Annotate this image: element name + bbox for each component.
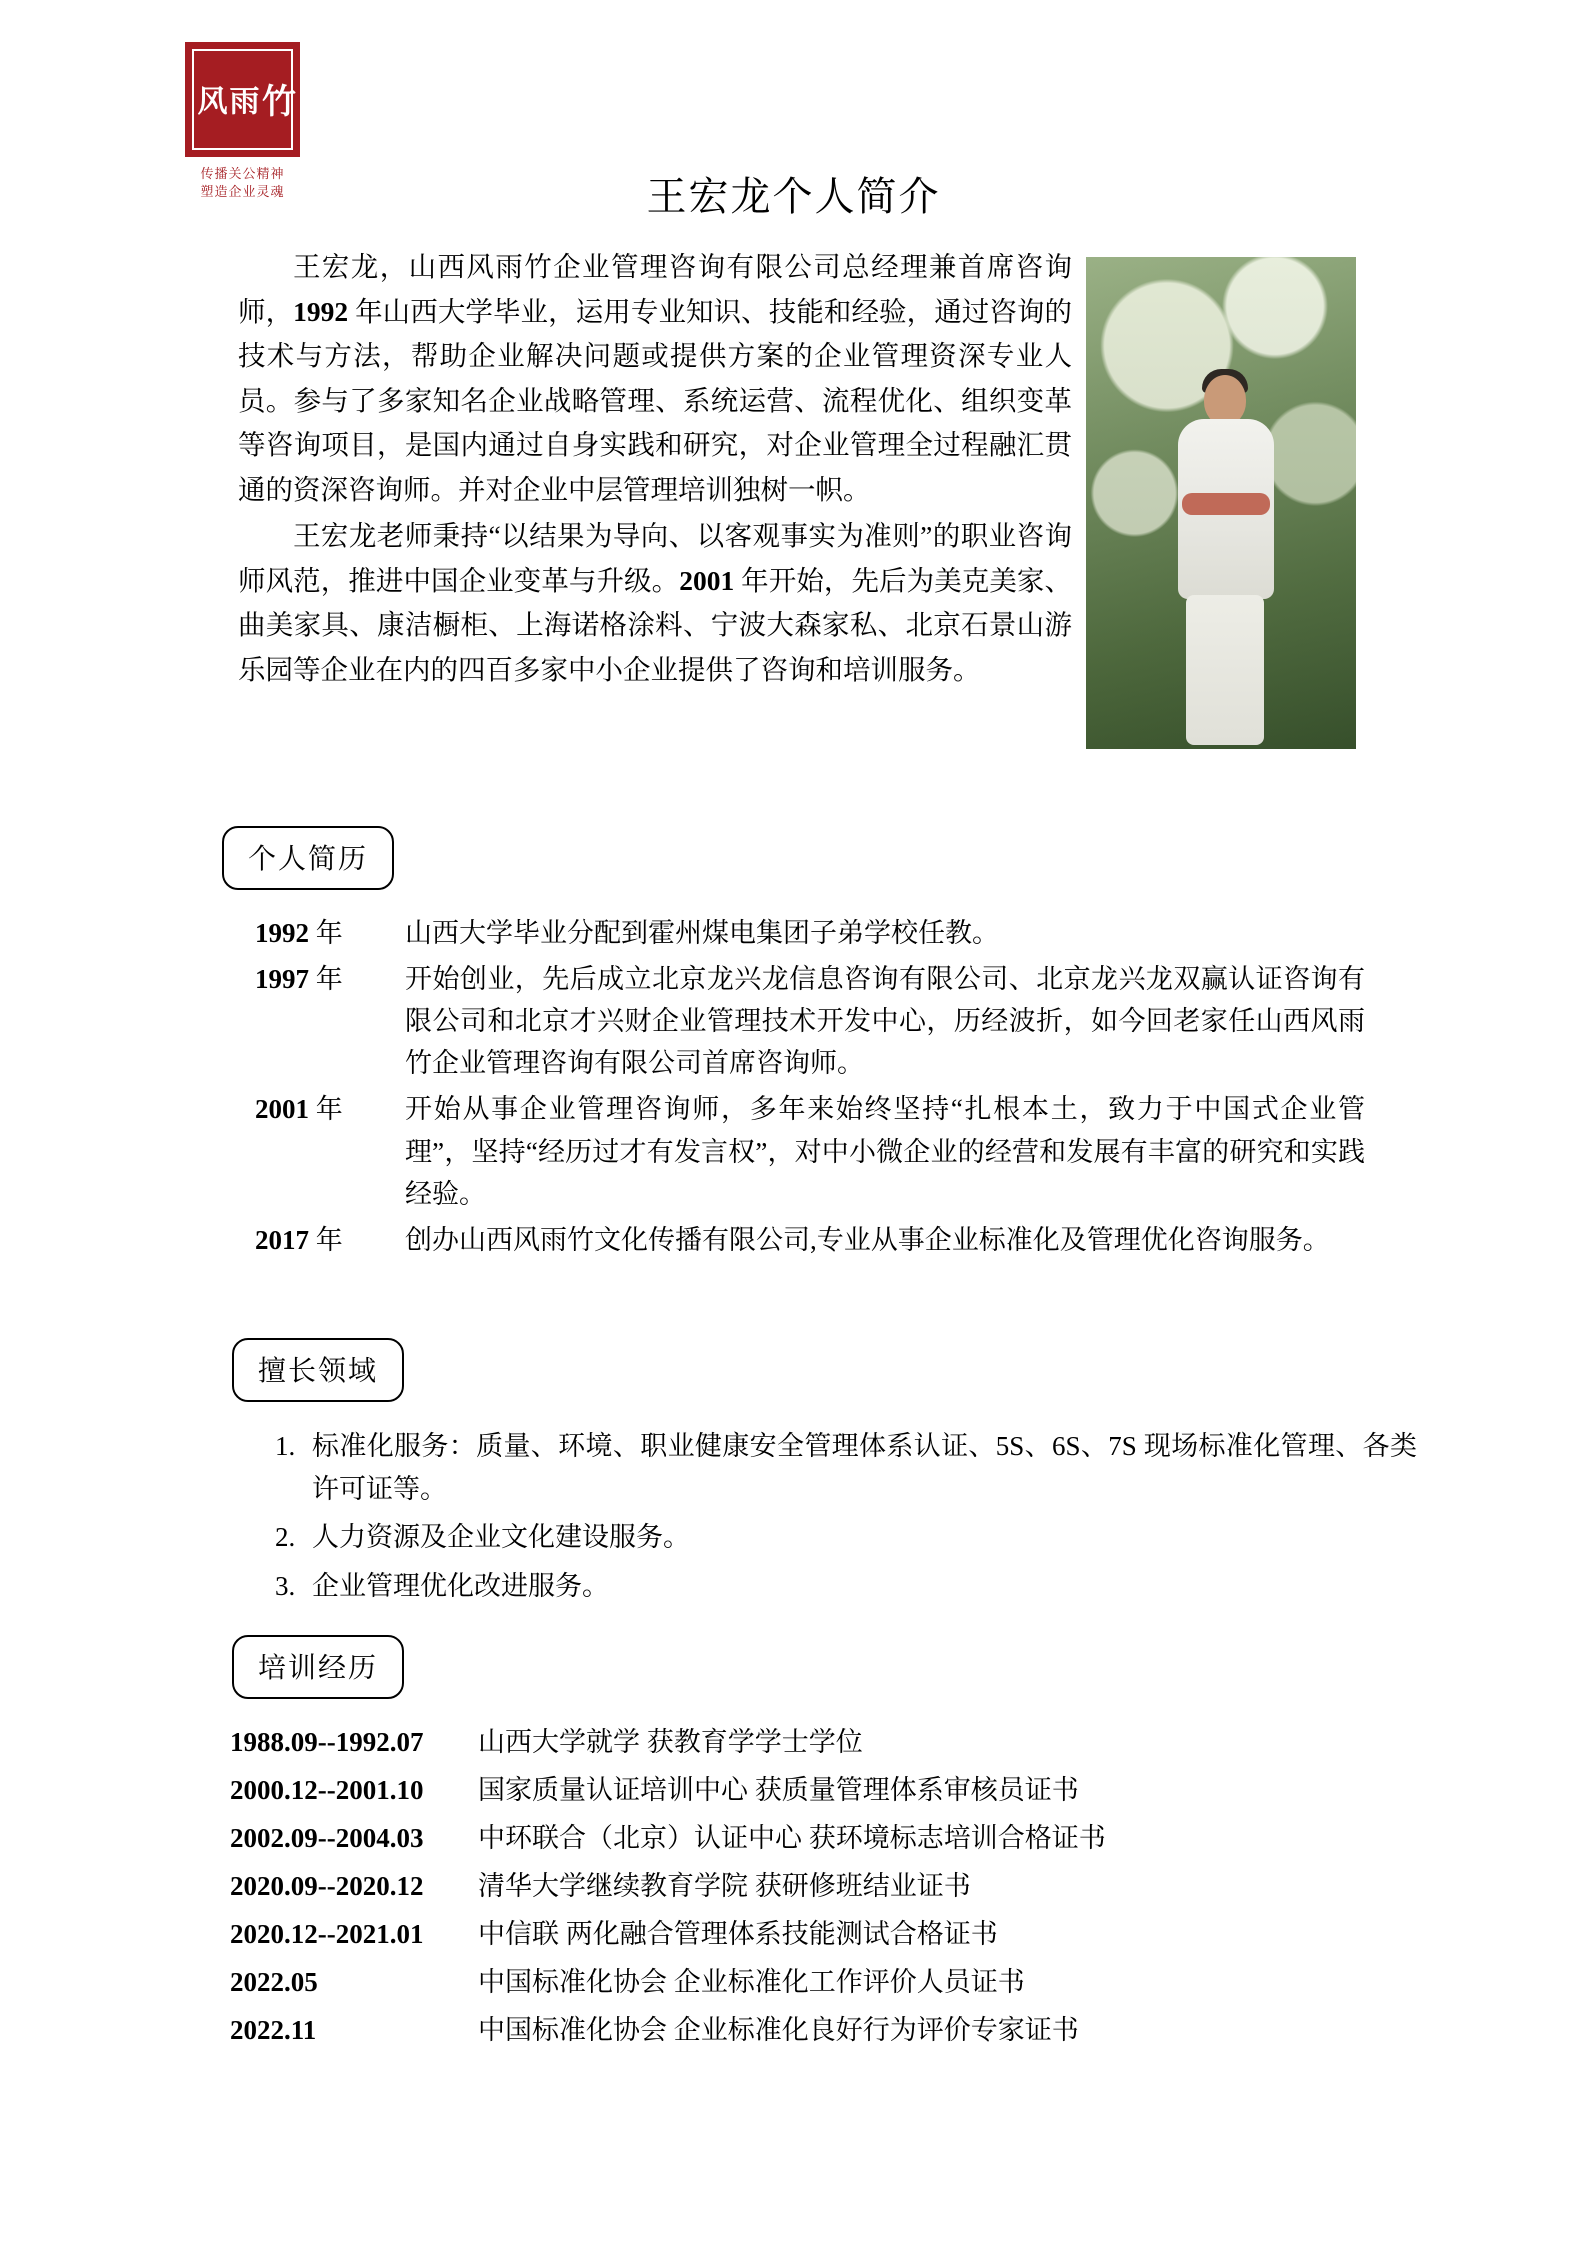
seal-inner <box>192 49 293 150</box>
intro-p2-part-c: 年开始，先后为美克美家、曲美家具、康洁橱柜、上海诺格涂料、宁波大森家私、北京石景山游乐园等企业在内的四百多家中小企业提供了咨询和培训服务。 <box>238 564 1073 685</box>
section-header-training <box>232 1635 404 1699</box>
intro-p1-year: 1992 <box>293 295 349 327</box>
table-row <box>230 1960 1390 1999</box>
section-header-resume <box>222 826 394 890</box>
resume-row <box>255 1219 1365 1261</box>
resume-year-suffix: 年 <box>309 1094 343 1125</box>
intro-p2-part-a: 王宏龙老师秉持“以结果为导向、以客观事实为准则”的职业咨询师风范，推进中国企业变革与升级。 <box>238 520 1072 596</box>
table-row <box>230 1768 1390 1807</box>
resume-text: 山西大学毕业分配到霍州煤电集团子弟学校任教。 <box>405 918 999 948</box>
table-row <box>230 1864 1390 1903</box>
resume-year-value: 1997 <box>255 964 309 995</box>
portrait-head <box>1204 375 1246 425</box>
intro-p1-part-a: 王宏龙，山西风雨竹企业管理咨询有限公司总经理兼首席咨询师， <box>238 251 1072 327</box>
training-description: 中环联合（北京）认证中心 获环境标志培训合格证书 <box>478 1823 1106 1853</box>
training-description: 国家质量认证培训中心 获质量管理体系审核员证书 <box>478 1775 1079 1805</box>
list-item: 1. 标准化服务：质量、环境、职业健康安全管理体系认证、5S、6S、7S 现场标准化管理、各类许可证等。 <box>302 1425 1417 1511</box>
training-description: 中国标准化协会 企业标准化工作评价人员证书 <box>478 1967 1025 1997</box>
resume-year <box>255 1088 405 1130</box>
table-row <box>230 2008 1390 2047</box>
list-item: 3. 企业管理优化改进服务。 <box>302 1565 1417 1608</box>
skills-list <box>250 1425 1417 1613</box>
resume-year-value: 2017 <box>255 1224 309 1255</box>
section-tag-skills: 擅长领域 <box>232 1338 404 1402</box>
resume-year <box>255 958 405 1000</box>
portrait-photo <box>1086 257 1356 749</box>
training-date: 2002.09--2004.03 <box>230 1823 424 1853</box>
portrait-legs <box>1186 595 1264 745</box>
training-date: 2022.11 <box>230 2015 317 2045</box>
resume-year <box>255 912 405 954</box>
training-list <box>230 1720 1390 2056</box>
resume-text: 开始从事企业管理咨询师，多年来始终坚持“扎根本土，致力于中国式企业管理”，坚持“经历过才有发言权”，对中小微企业的经营和发展有丰富的研究和实践经验。 <box>405 1094 1365 1209</box>
list-item: 2. 人力资源及企业文化建设服务。 <box>302 1516 1417 1559</box>
training-date: 2000.12--2001.10 <box>230 1775 424 1805</box>
table-row <box>230 1720 1390 1759</box>
training-description: 山西大学就学 获教育学学士学位 <box>478 1727 863 1757</box>
seal-char-3: 竹 <box>256 82 294 117</box>
training-description: 清华大学继续教育学院 获研修班结业证书 <box>478 1871 971 1901</box>
resume-year <box>255 1219 405 1261</box>
resume-list <box>255 912 1365 1265</box>
table-row <box>230 1816 1390 1855</box>
resume-year-suffix: 年 <box>309 918 343 948</box>
section-tag-resume: 个人简历 <box>222 826 394 890</box>
intro-p1-part-c: 年山西大学毕业，运用专业知识、技能和经验，通过咨询的技术与方法，帮助企业解决问题或提供方案的企业管理资深专业人员。参与了多家知名企业战略管理、系统运营、流程优化、组织变革等咨询项目，是国内通过自身实践和研究，对企业管理全过程融汇贯通的资深咨询师。并对企业中层管理培训独树一帜。 <box>238 295 1073 505</box>
page-title: 王宏龙个人简介 <box>646 174 941 219</box>
logo-subtitle-line-2: 塑造企业灵魂 <box>200 183 285 199</box>
intro-p2-year: 2001 <box>679 564 735 596</box>
training-date: 2020.12--2021.01 <box>230 1919 424 1949</box>
training-description: 中国标准化协会 企业标准化良好行为评价专家证书 <box>478 2015 1079 2045</box>
resume-year-value: 2001 <box>255 1094 309 1125</box>
resume-text: 开始创业，先后成立北京龙兴龙信息咨询有限公司、北京龙兴龙双赢认证咨询有限公司和北京才兴财企业管理技术开发中心，历经波折，如今回老家任山西风雨竹企业管理咨询有限公司首席咨询师。 <box>405 964 1365 1079</box>
resume-row <box>255 958 1365 1084</box>
seal-char-2: 雨 <box>224 84 258 115</box>
resume-year-value: 1992 <box>255 918 309 948</box>
seal-char-1: 风 <box>192 84 226 115</box>
training-date: 2020.09--2020.12 <box>230 1871 424 1901</box>
resume-row <box>255 912 1365 954</box>
introduction-section <box>238 245 1356 755</box>
portrait-arm <box>1182 493 1270 515</box>
resume-row <box>255 1088 1365 1214</box>
table-row <box>230 1912 1390 1951</box>
resume-year-suffix: 年 <box>309 964 343 995</box>
logo-subtitle-line-1: 传播关公精神 <box>200 166 285 181</box>
resume-text: 创办山西风雨竹文化传播有限公司,专业从事企业标准化及管理优化咨询服务。 <box>405 1224 1330 1255</box>
resume-year-suffix: 年 <box>309 1224 343 1255</box>
section-header-skills <box>232 1338 404 1402</box>
section-tag-training: 培训经历 <box>232 1635 404 1699</box>
training-description: 中信联 两化融合管理体系技能测试合格证书 <box>478 1919 998 1949</box>
training-date: 2022.05 <box>230 1967 318 1997</box>
seal-stamp-icon <box>185 42 300 157</box>
training-date: 1988.09--1992.07 <box>230 1727 424 1757</box>
